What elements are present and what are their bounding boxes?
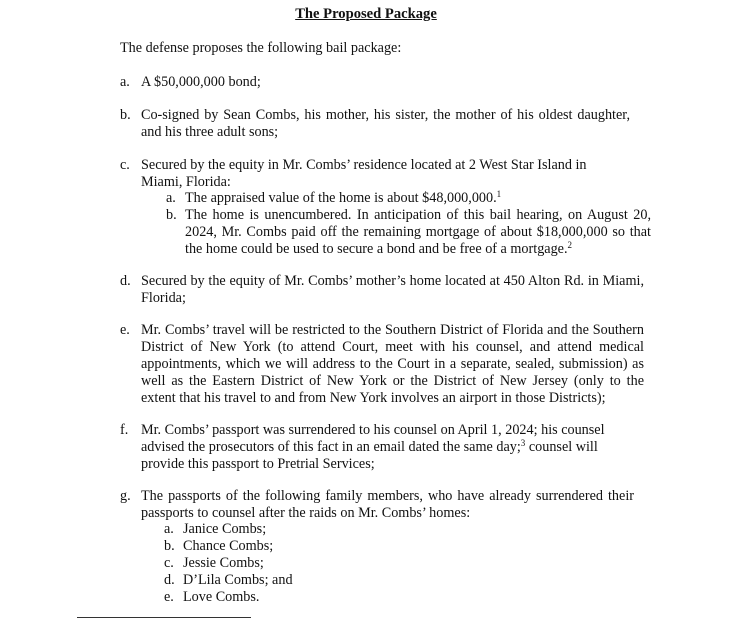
section-title: The Proposed Package (295, 6, 437, 22)
item-text: Secured by the equity in Mr. Combs’ residence located at 2 West Star Island in Miami, Florida: (141, 157, 587, 190)
sub-item-c-b (166, 207, 651, 258)
sub-item-c-a (166, 190, 651, 207)
sub-item-text: The appraised value of the home is about $48,000,000. (185, 190, 497, 206)
item-letter: c. (120, 157, 130, 173)
sub-item-g-c (164, 555, 649, 572)
item-text: Co-signed by Sean Combs, his mother, his sister, the mother of his oldest daughter, and his three adult sons; (141, 107, 630, 140)
item-text: Mr. Combs’ travel will be restricted to the Southern District of Florida and the Southern District of New York (to attend Court, meet with his counsel, and attend medical appointments, which we will address to the Court in a separate, sealed, submission) as well as the Eastern District of New York or the District of New Jersey (only to the extent that his travel to and from New York involves an airport in those Districts); (141, 322, 644, 406)
list-item-e (120, 322, 644, 407)
sub-item-text: Chance Combs; (183, 538, 274, 554)
footnote-separator (77, 617, 251, 618)
sub-item-text: D’Lila Combs; and (183, 572, 293, 588)
sub-item-text: Janice Combs; (183, 521, 267, 537)
sub-item-letter: c. (164, 555, 174, 571)
sub-item-g-d (164, 572, 649, 589)
sub-item-text: Jessie Combs; (183, 555, 264, 571)
list-item-f (120, 422, 625, 473)
sub-item-letter: d. (164, 572, 175, 588)
item-letter: f. (120, 422, 129, 438)
item-text-after: counsel will provide this passport to Pretrial Services; (141, 439, 598, 472)
sub-item-letter: e. (164, 589, 174, 605)
list-item-a (120, 74, 650, 91)
sub-item-letter: a. (164, 521, 174, 537)
list-item-d (120, 273, 644, 307)
sub-item-letter: b. (166, 207, 177, 223)
footnote-ref-3[interactable]: 3 (520, 438, 526, 448)
list-item-c (120, 157, 630, 191)
sub-item-g-e (164, 589, 649, 606)
intro-paragraph: The defense proposes the following bail package: (120, 40, 402, 56)
list-item-b (120, 107, 630, 141)
item-text: Secured by the equity of Mr. Combs’ mother’s home located at 450 Alton Rd. in Miami, Florida; (141, 273, 644, 306)
item-text: The passports of the following family members, who have already surrendered their passports to counsel after the raids on Mr. Combs’ homes: (141, 488, 634, 521)
item-text-before: Mr. Combs’ passport was surrendered to his counsel on April 1, 2024; his counsel advised the prosecutors of this fact in an email dated the same day; (141, 422, 605, 455)
sub-item-text: Love Combs. (183, 589, 260, 605)
sub-item-letter: a. (166, 190, 176, 206)
list-item-g (120, 488, 634, 522)
sub-item-g-b (164, 538, 649, 555)
sub-item-letter: b. (164, 538, 175, 554)
footnote-ref-1[interactable]: 1 (496, 189, 502, 199)
sub-item-g-a (164, 521, 649, 538)
item-letter: b. (120, 107, 131, 123)
item-text: A $50,000,000 bond; (141, 74, 261, 90)
item-letter: g. (120, 488, 131, 504)
sub-item-text: The home is unencumbered. In anticipation of this bail hearing, on August 20, 2024, Mr. Combs paid off the remaining mortgage of about $18,000,000 so that the home could be used to secure a bond and be free of a mortgage. (185, 207, 651, 257)
item-letter: a. (120, 74, 130, 90)
footnote-ref-2[interactable]: 2 (567, 240, 573, 250)
item-letter: e. (120, 322, 130, 338)
item-letter: d. (120, 273, 131, 289)
